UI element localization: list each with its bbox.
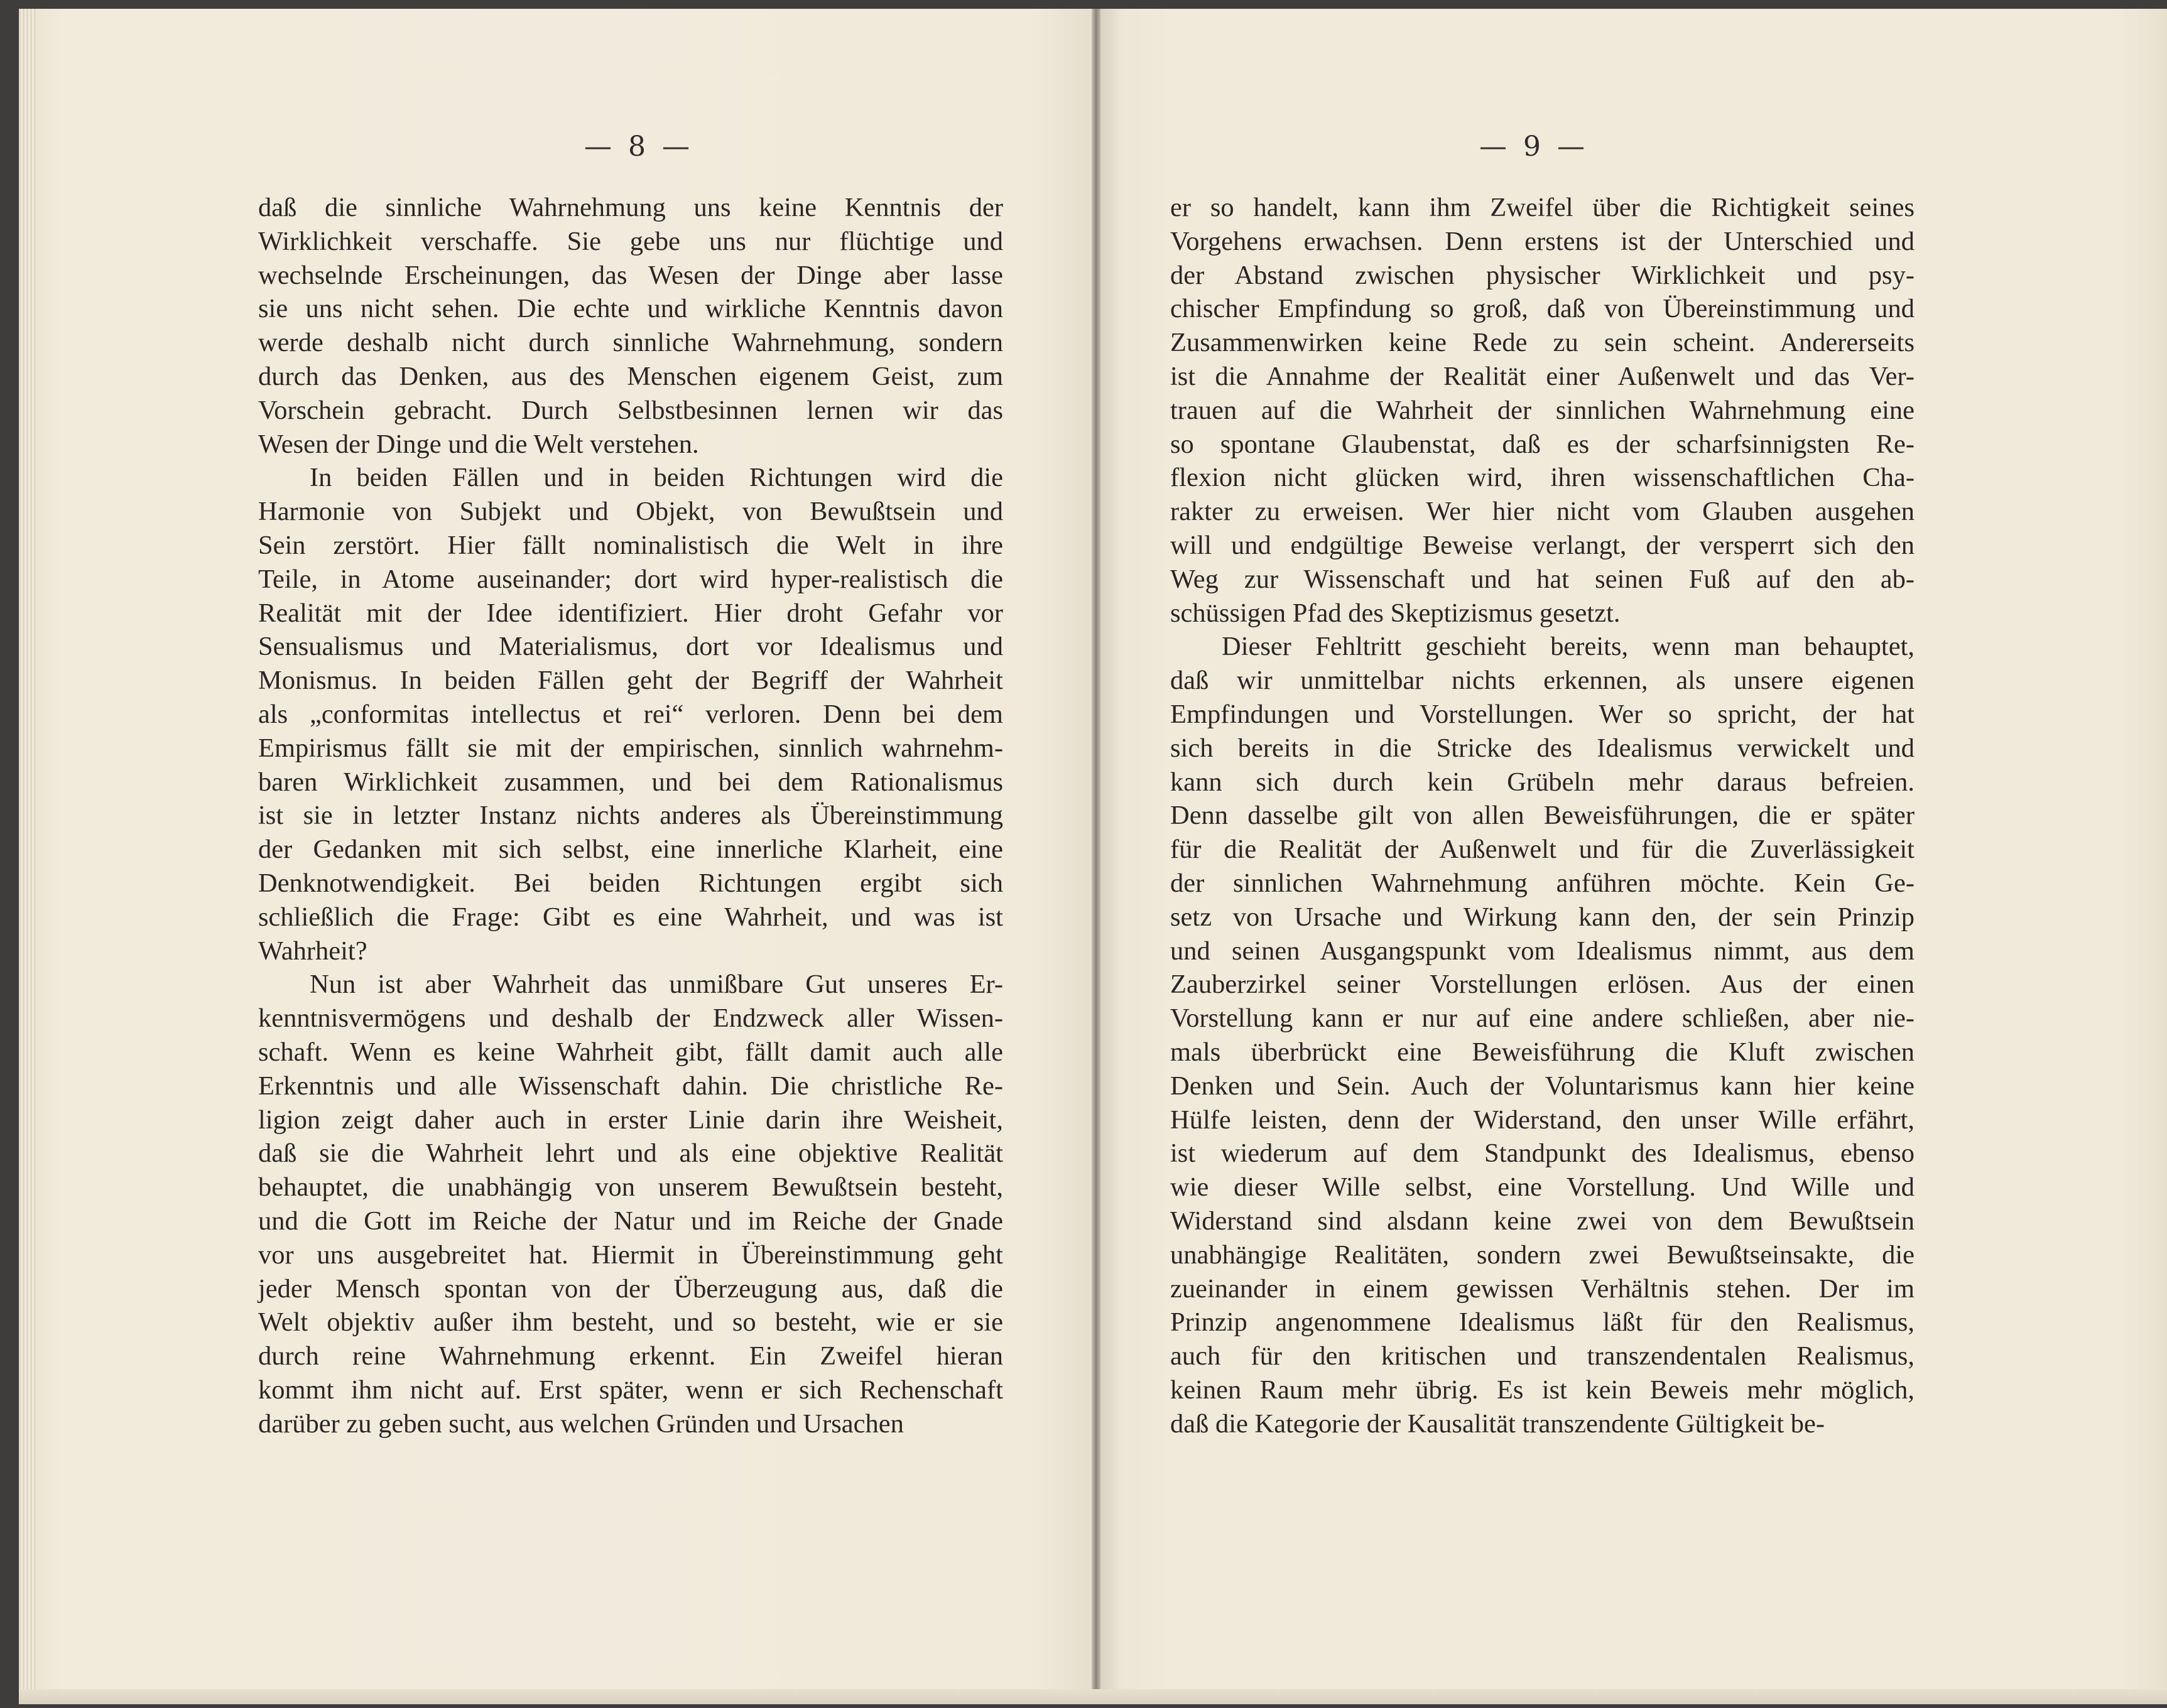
text-line: daß wir unmittelbar nichts erkennen, als unsere eigenen <box>1170 666 1914 696</box>
text-line: vor uns ausgebreitet hat. Hiermit in Übereinstimmung geht <box>258 1240 1003 1270</box>
book-gutter <box>1092 9 1100 1704</box>
text-line: chischer Empfindung so groß, daß von Übereinstimmung und <box>1170 294 1914 324</box>
text-line: Empirismus fällt sie mit der empirischen, sinnlich wahrnehm- <box>258 733 1003 763</box>
text-line: daß sie die Wahrheit lehrt und als eine objektive Realität <box>258 1138 1003 1169</box>
text-line: Widerstand sind alsdann keine zwei von dem Bewußtsein <box>1170 1206 1914 1236</box>
text-line: Dieser Fehltritt geschieht bereits, wenn man behauptet, <box>1222 632 1914 662</box>
text-line: Harmonie von Subjekt und Objekt, von Bewußtsein und <box>258 497 1003 527</box>
text-line: Sein zerstört. Hier fällt nominalistisch die Welt in ihre <box>258 530 1003 560</box>
text-line: schüssigen Pfad des Skeptizismus gesetzt. <box>1170 598 1621 628</box>
text-line: kann sich durch kein Grübeln mehr daraus befreien. <box>1170 767 1914 797</box>
text-line: Hülfe leisten, denn der Widerstand, den unser Wille erfährt, <box>1170 1105 1914 1135</box>
text-line: Nun ist aber Wahrheit das unmißbare Gut unseres Er- <box>310 970 1003 1000</box>
text-line: mals überbrückt eine Beweisführung die Kluft zwischen <box>1170 1037 1914 1067</box>
paragraph <box>1170 630 1914 1440</box>
text-line: Erkenntnis und alle Wissenschaft dahin. Die christliche Re- <box>258 1071 1003 1101</box>
text-line: auch für den kritischen und transzendentalen Realismus, <box>1170 1341 1914 1371</box>
text-line: baren Wirklichkeit zusammen, und bei dem Rationalismus <box>258 767 1003 797</box>
text-line: Weg zur Wissenschaft und hat seinen Fuß auf den ab- <box>1170 564 1914 594</box>
text-line: sie uns nicht sehen. Die echte und wirkliche Kenntnis davon <box>258 294 1003 324</box>
text-line: so spontane Glaubenstat, daß es der scharfsinnigsten Re- <box>1170 429 1914 459</box>
paragraph <box>258 968 1003 1440</box>
text-line: und seinen Ausgangspunkt vom Idealismus nimmt, aus dem <box>1170 936 1914 966</box>
text-line: Welt objektiv außer ihm besteht, und so besteht, wie er sie <box>258 1307 1003 1338</box>
bottom-page-edge <box>19 1689 2167 1704</box>
text-line: sich bereits in die Stricke des Idealismus verwickelt und <box>1170 733 1914 763</box>
text-line: Realität mit der Idee identifiziert. Hier droht Gefahr vor <box>258 598 1003 628</box>
text-line: Wahrheit? <box>258 936 367 966</box>
right-page-body <box>1170 191 1914 1440</box>
text-line: er so handelt, kann ihm Zweifel über die Richtigkeit seines <box>1170 193 1914 222</box>
text-line: will und endgültige Beweise verlangt, der versperrt sich den <box>1170 530 1914 560</box>
text-line: Sensualismus und Materialismus, dort vor Idealismus und <box>258 632 1003 662</box>
paragraph <box>1170 191 1914 630</box>
text-line: und die Gott im Reiche der Natur und im Reiche der Gnade <box>258 1206 1003 1236</box>
text-line: Empfindungen und Vorstellungen. Wer so spricht, der hat <box>1170 699 1914 729</box>
text-line: schaft. Wenn es keine Wahrheit gibt, fällt damit auch alle <box>258 1037 1003 1067</box>
text-line: flexion nicht glücken wird, ihren wissenschaftlichen Cha- <box>1170 463 1914 493</box>
text-line: keinen Raum mehr übrig. Es ist kein Beweis mehr möglich, <box>1170 1375 1914 1405</box>
text-line: ligion zeigt daher auch in erster Linie darin ihre Weisheit, <box>258 1105 1003 1135</box>
paragraph <box>258 461 1003 968</box>
text-line: Denken und Sein. Auch der Voluntarismus kann hier keine <box>1170 1071 1914 1101</box>
text-line: der Gedanken mit sich selbst, eine innerliche Klarheit, eine <box>258 835 1003 865</box>
page-number-right: — 9 — <box>1479 131 1589 163</box>
paragraph <box>258 191 1003 461</box>
text-line: schließlich die Frage: Gibt es eine Wahrheit, und was ist <box>258 902 1003 932</box>
text-line: trauen auf die Wahrheit der sinnlichen Wahrnehmung eine <box>1170 395 1914 425</box>
text-line: wie dieser Wille selbst, eine Vorstellung. Und Wille und <box>1170 1172 1914 1203</box>
text-line: Vorstellung kann er nur auf eine andere schließen, aber nie- <box>1170 1003 1914 1034</box>
text-line: ist wiederum auf dem Standpunkt des Idealismus, ebenso <box>1170 1138 1914 1169</box>
text-line: Teile, in Atome auseinander; dort wird hyper-realistisch die <box>258 564 1003 594</box>
text-line: Wesen der Dinge und die Welt verstehen. <box>258 429 699 459</box>
text-line: Denknotwendigkeit. Bei beiden Richtungen ergibt sich <box>258 868 1003 898</box>
text-line: Denn dasselbe gilt von allen Beweisführungen, die er später <box>1170 801 1914 831</box>
text-line: kenntnisvermögens und deshalb der Endzweck aller Wissen- <box>258 1003 1003 1034</box>
text-line: durch reine Wahrnehmung erkennt. Ein Zweifel hieran <box>258 1341 1003 1371</box>
text-line: unabhängige Realitäten, sondern zwei Bewußtseinsakte, die <box>1170 1240 1914 1270</box>
text-line: der sinnlichen Wahrnehmung anführen möchte. Kein Ge- <box>1170 868 1914 898</box>
text-line: setz von Ursache und Wirkung kann den, der sein Prinzip <box>1170 902 1914 932</box>
text-line: Wirklichkeit verschaffe. Sie gebe uns nur flüchtige und <box>258 226 1003 256</box>
text-line: wechselnde Erscheinungen, das Wesen der Dinge aber lasse <box>258 260 1003 290</box>
page-edges <box>19 9 36 1704</box>
text-line: behauptet, die unabhängig von unserem Bewußtsein besteht, <box>258 1172 1003 1203</box>
text-line: kommt ihm nicht auf. Erst später, wenn er sich Rechenschaft <box>258 1375 1003 1405</box>
text-line: zueinander in einem gewissen Verhältnis stehen. Der im <box>1170 1273 1914 1304</box>
text-line: Prinzip angenommene Idealismus läßt für den Realismus, <box>1170 1307 1914 1338</box>
text-line: daß die sinnliche Wahrnehmung uns keine Kenntnis der <box>258 193 1003 222</box>
text-line: durch das Denken, aus des Menschen eigenem Geist, zum <box>258 361 1003 391</box>
text-line: darüber zu geben sucht, aus welchen Gründen und Ursachen <box>258 1408 904 1439</box>
text-line: der Abstand zwischen physischer Wirklichkeit und psy- <box>1170 260 1914 290</box>
text-line: ist die Annahme der Realität einer Außenwelt und das Ver- <box>1170 361 1914 391</box>
text-line: für die Realität der Außenwelt und für die Zuverlässigkeit <box>1170 835 1914 865</box>
text-line: Monismus. In beiden Fällen geht der Begriff der Wahrheit <box>258 666 1003 696</box>
text-line: Zusammenwirken keine Rede zu sein scheint. Andererseits <box>1170 328 1914 358</box>
text-line: Zauberzirkel seiner Vorstellungen erlösen. Aus der einen <box>1170 970 1914 1000</box>
left-page-body <box>258 191 1003 1440</box>
text-line: ist sie in letzter Instanz nichts anderes als Übereinstimmung <box>258 801 1003 831</box>
text-line: In beiden Fällen und in beiden Richtungen wird die <box>310 463 1003 493</box>
text-line: jeder Mensch spontan von der Überzeugung aus, daß die <box>258 1273 1003 1304</box>
text-line: Vorschein gebracht. Durch Selbstbesinnen lernen wir das <box>258 395 1003 425</box>
page-number-left: — 8 — <box>584 131 693 163</box>
text-line: werde deshalb nicht durch sinnliche Wahrnehmung, sondern <box>258 328 1003 358</box>
text-line: rakter zu erweisen. Wer hier nicht vom Glauben ausgehen <box>1170 497 1914 527</box>
text-line: Vorgehens erwachsen. Denn erstens ist der Unterschied und <box>1170 226 1914 256</box>
text-line: als „conformitas intellectus et rei“ verloren. Denn bei dem <box>258 699 1003 729</box>
text-line: daß die Kategorie der Kausalität transzendente Gültigkeit be- <box>1170 1408 1825 1439</box>
